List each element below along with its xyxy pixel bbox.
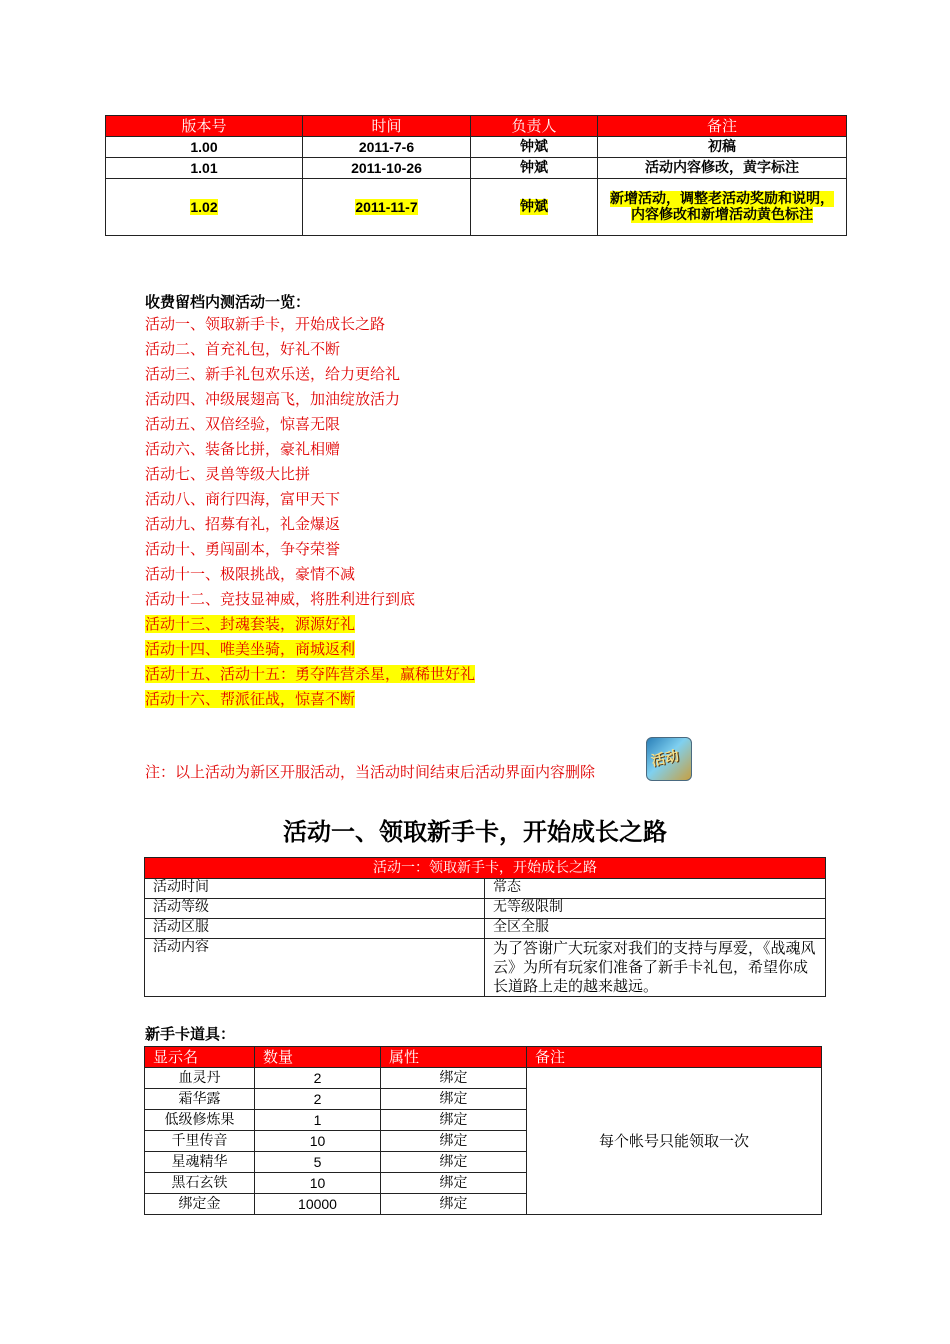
date-text: 2011-11-7 bbox=[355, 199, 418, 215]
overview-title: 收费留档内测活动一览： bbox=[145, 293, 311, 311]
version-row bbox=[106, 179, 847, 236]
item-attr: 绑定 bbox=[381, 1173, 527, 1194]
list-item: 活动十六、帮派征战，惊喜不断 bbox=[145, 690, 356, 708]
items-note: 每个帐号只能领取一次 bbox=[527, 1068, 822, 1215]
list-item: 活动五、双倍经验，惊喜无限 bbox=[145, 415, 341, 433]
item-attr: 绑定 bbox=[381, 1089, 527, 1110]
item-name: 星魂精华 bbox=[145, 1152, 255, 1173]
list-item: 活动十三、封魂套装，源源好礼 bbox=[145, 615, 356, 633]
activity-list bbox=[145, 312, 475, 712]
list-item: 活动十二、竞技显神威，将胜利进行到底 bbox=[145, 590, 416, 608]
version-cell: 1.01 bbox=[106, 158, 303, 179]
version-row bbox=[106, 158, 847, 179]
item-attr: 绑定 bbox=[381, 1194, 527, 1215]
item-name: 黑石玄铁 bbox=[145, 1173, 255, 1194]
list-item: 活动十、勇闯副本，争夺荣誉 bbox=[145, 540, 341, 558]
version-col-header: 版本号 bbox=[106, 116, 303, 137]
owner-cell: 钟斌 bbox=[471, 137, 598, 158]
row-label: 活动时间 bbox=[145, 879, 485, 899]
owner-text: 钟斌 bbox=[520, 199, 548, 215]
qty-col-header: 数量 bbox=[255, 1047, 381, 1068]
list-item: 活动一、领取新手卡，开始成长之路 bbox=[145, 315, 386, 333]
list-item: 活动二、首充礼包，好礼不断 bbox=[145, 340, 341, 358]
attr-col-header: 属性 bbox=[381, 1047, 527, 1068]
list-item: 活动十五、活动十五：勇夺阵营杀星，赢稀世好礼 bbox=[145, 665, 476, 683]
row-value: 常态 bbox=[485, 879, 826, 899]
item-qty: 10000 bbox=[255, 1194, 381, 1215]
note-cell: 初稿 bbox=[598, 137, 847, 158]
note-cell bbox=[598, 179, 847, 236]
table-row bbox=[145, 879, 826, 899]
note-col-header: 备注 bbox=[598, 116, 847, 137]
owner-col-header: 负责人 bbox=[471, 116, 598, 137]
item-attr: 绑定 bbox=[381, 1152, 527, 1173]
date-cell: 2011-10-26 bbox=[303, 158, 471, 179]
list-item: 活动十四、唯美坐骑，商城返利 bbox=[145, 640, 356, 658]
list-item: 活动三、新手礼包欢乐送，给力更给礼 bbox=[145, 365, 401, 383]
list-item: 活动九、招募有礼，礼金爆返 bbox=[145, 515, 341, 533]
date-cell bbox=[303, 179, 471, 236]
item-attr: 绑定 bbox=[381, 1131, 527, 1152]
section-heading: 活动一、领取新手卡，开始成长之路 bbox=[283, 817, 667, 846]
item-attr: 绑定 bbox=[381, 1068, 527, 1089]
row-value: 无等级限制 bbox=[485, 899, 826, 919]
table-row bbox=[145, 1068, 822, 1089]
list-item: 活动六、装备比拼，豪礼相赠 bbox=[145, 440, 341, 458]
items-header-row bbox=[145, 1047, 822, 1068]
version-row bbox=[106, 137, 847, 158]
version-cell: 1.00 bbox=[106, 137, 303, 158]
item-name: 血灵丹 bbox=[145, 1068, 255, 1089]
item-qty: 10 bbox=[255, 1131, 381, 1152]
item-qty: 5 bbox=[255, 1152, 381, 1173]
note-text: 新增活动，调整老活动奖励和说明，内容修改和新增活动黄色标注 bbox=[610, 191, 834, 223]
item-attr: 绑定 bbox=[381, 1110, 527, 1131]
version-header-row bbox=[106, 116, 847, 137]
list-item: 活动十一、极限挑战，豪情不减 bbox=[145, 565, 356, 583]
overview-note: 注：以上活动为新区开服活动，当活动时间结束后活动界面内容删除 bbox=[145, 763, 596, 781]
owner-cell: 钟斌 bbox=[471, 158, 598, 179]
items-title: 新手卡道具： bbox=[145, 1025, 236, 1043]
note-cell: 活动内容修改，黄字标注 bbox=[598, 158, 847, 179]
note-col-header: 备注 bbox=[527, 1047, 822, 1068]
item-name: 低级修炼果 bbox=[145, 1110, 255, 1131]
item-qty: 10 bbox=[255, 1173, 381, 1194]
version-text: 1.02 bbox=[190, 199, 218, 215]
activity-table-header: 活动一：领取新手卡，开始成长之路 bbox=[145, 858, 826, 879]
row-label: 活动等级 bbox=[145, 899, 485, 919]
name-col-header: 显示名 bbox=[145, 1047, 255, 1068]
row-label: 活动区服 bbox=[145, 919, 485, 939]
activity-header-row bbox=[145, 858, 826, 879]
row-value: 为了答谢广大玩家对我们的支持与厚爱，《战魂风云》为所有玩家们准备了新手卡礼包，希望你成长道路上走的越来越远。 bbox=[485, 939, 826, 997]
list-item: 活动四、冲级展翅高飞，加油绽放活力 bbox=[145, 390, 401, 408]
badge-text: 活动 bbox=[649, 748, 681, 770]
row-value: 全区全服 bbox=[485, 919, 826, 939]
table-row bbox=[145, 939, 826, 997]
date-cell: 2011-7-6 bbox=[303, 137, 471, 158]
item-qty: 1 bbox=[255, 1110, 381, 1131]
version-table bbox=[105, 115, 847, 236]
list-item: 活动七、灵兽等级大比拼 bbox=[145, 465, 311, 483]
owner-cell bbox=[471, 179, 598, 236]
date-col-header: 时间 bbox=[303, 116, 471, 137]
table-row bbox=[145, 899, 826, 919]
row-label: 活动内容 bbox=[145, 939, 485, 997]
item-name: 霜华露 bbox=[145, 1089, 255, 1110]
activity-table bbox=[144, 857, 826, 997]
list-item: 活动八、商行四海，富甲天下 bbox=[145, 490, 341, 508]
item-name: 千里传音 bbox=[145, 1131, 255, 1152]
version-cell bbox=[106, 179, 303, 236]
item-qty: 2 bbox=[255, 1089, 381, 1110]
activity-badge-icon bbox=[646, 737, 692, 781]
items-table bbox=[144, 1046, 822, 1215]
item-name: 绑定金 bbox=[145, 1194, 255, 1215]
item-qty: 2 bbox=[255, 1068, 381, 1089]
table-row bbox=[145, 919, 826, 939]
